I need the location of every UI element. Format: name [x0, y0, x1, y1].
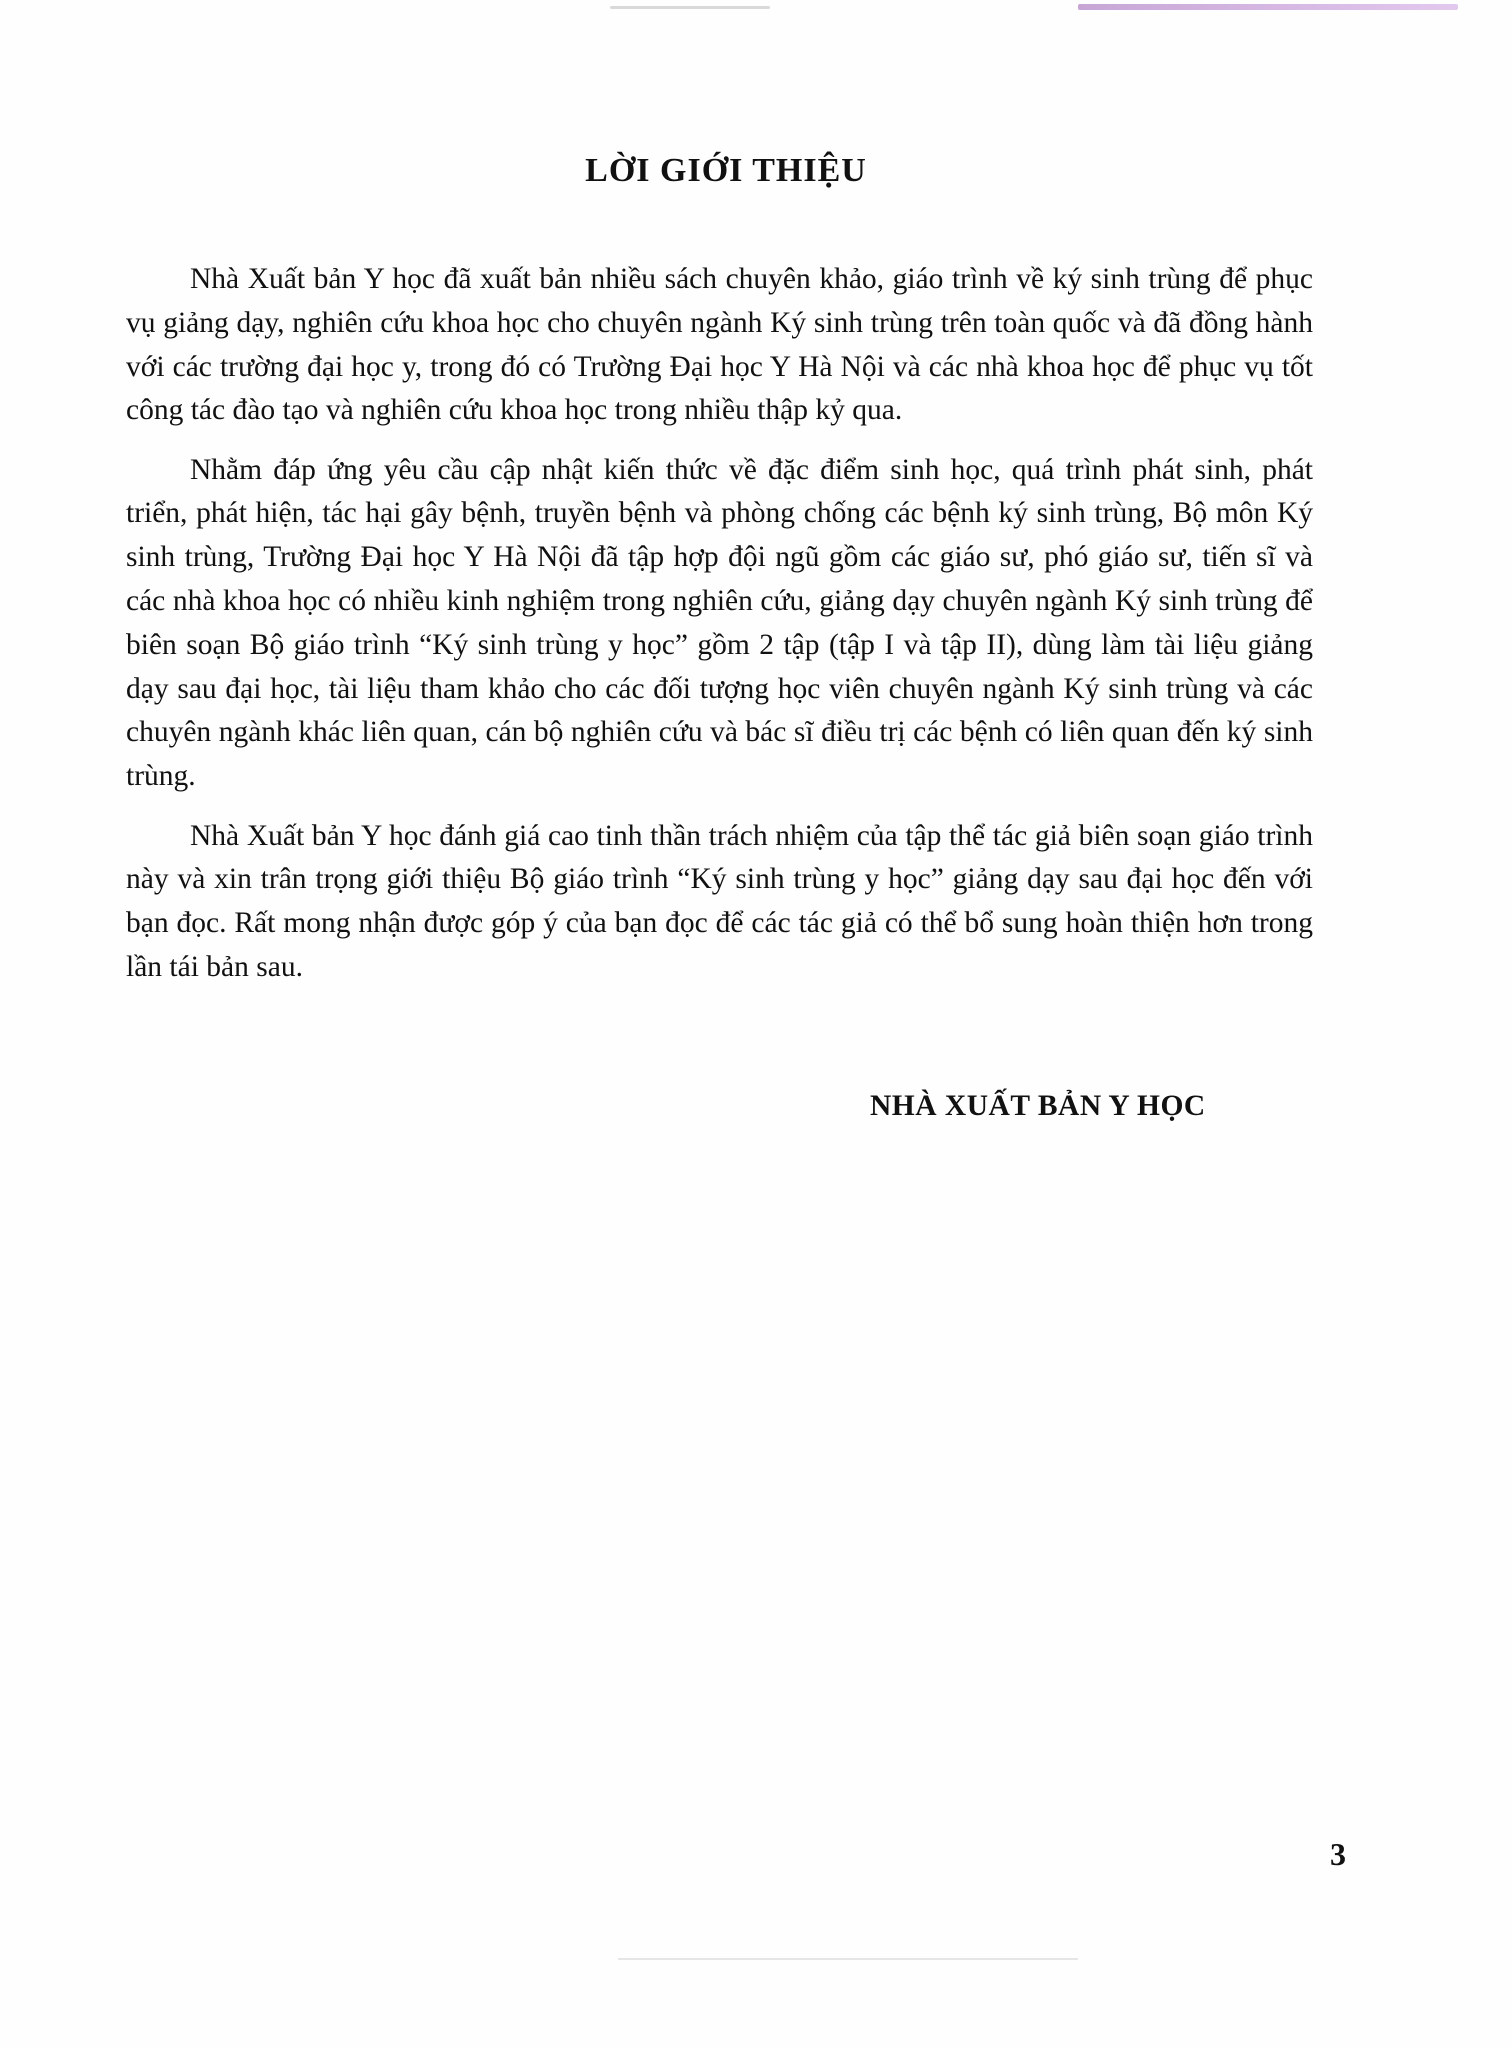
paragraph-2: Nhằm đáp ứng yêu cầu cập nhật kiến thức về đặc điểm sinh học, quá trình phát sinh, phát triển, phát hiện, tác hại gây bệnh, truyền bệnh và phòng chống các bệnh ký sinh trùng, Bộ môn Ký sinh trùng, Trường Đại học Y Hà Nội đã tập hợp đội ngũ gồm các giáo sư, phó giáo sư, tiến sĩ và các nhà khoa học có nhiều kinh nghiệm trong nghiên cứu, giảng dạy chuyên ngành Ký sinh trùng để biên soạn Bộ giáo trình “Ký sinh trùng y học” gồm 2 tập (tập I và tập II), dùng làm tài liệu giảng dạy sau đại học, tài liệu tham khảo cho các đối tượng học viên chuyên ngành Ký sinh trùng và các chuyên ngành khác liên quan, cán bộ nghiên cứu và bác sĩ điều trị các bệnh có liên quan đến ký sinh trùng.	[126, 453, 1313, 793]
page-number: 3	[1330, 1836, 1346, 1872]
publisher-signature: NHÀ XUẤT BẢN Y HỌC	[870, 1090, 1206, 1122]
page-title: LỜI GIỚI THIỆU	[585, 152, 867, 189]
scan-edge-mark	[1078, 4, 1458, 10]
paragraph-1: Nhà Xuất bản Y học đã xuất bản nhiều sách chuyên khảo, giáo trình về ký sinh trùng để phục vụ giảng dạy, nghiên cứu khoa học cho chuyên ngành Ký sinh trùng trên toàn quốc và đã đồng hành với các trường đại học y, trong đó có Trường Đại học Y Hà Nội và các nhà khoa học để phục vụ tốt công tác đào tạo và nghiên cứu khoa học trong nhiều thập kỷ qua.	[126, 263, 1313, 427]
paragraph-3: Nhà Xuất bản Y học đánh giá cao tinh thần trách nhiệm của tập thể tác giả biên soạn giáo trình này và xin trân trọng giới thiệu Bộ giáo trình “Ký sinh trùng y học” giảng dạy sau đại học đến với bạn đọc. Rất mong nhận được góp ý của bạn đọc để các tác giả có thể bổ sung hoàn thiện hơn trong lần tái bản sau.	[126, 819, 1313, 983]
body-text	[126, 258, 1313, 1005]
scan-edge-mark	[618, 1958, 1078, 1960]
scan-edge-mark	[610, 6, 770, 9]
